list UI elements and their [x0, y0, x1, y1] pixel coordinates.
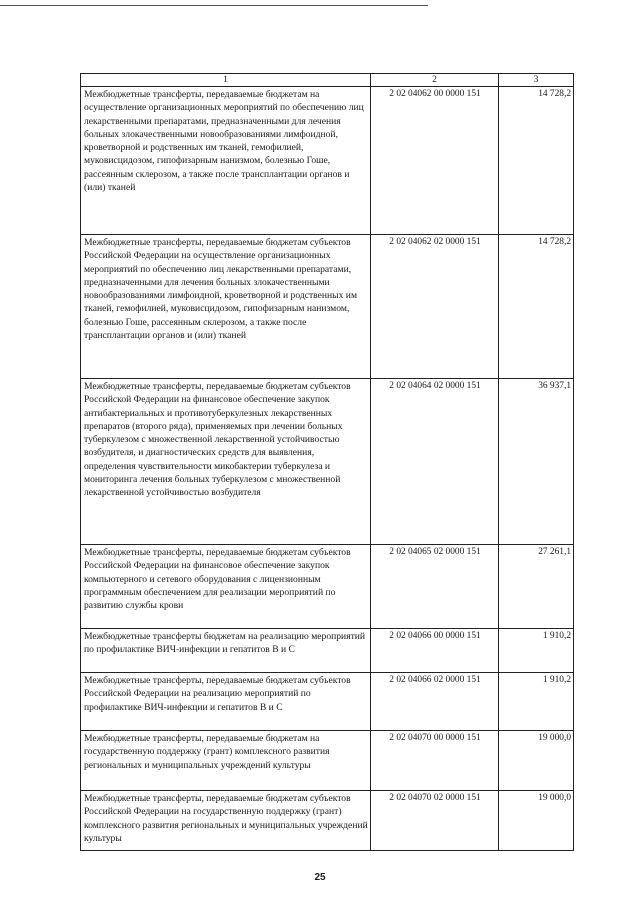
- row-amount: 14 728,2: [499, 87, 574, 235]
- row-name: Межбюджетные трансферты бюджетам на реализацию мероприятий по профилактике ВИЧ-инфекции и гепатитов В и С: [81, 629, 371, 673]
- table-row: [81, 629, 574, 673]
- column-header-2: 2: [371, 74, 499, 87]
- row-name: Межбюджетные трансферты, передаваемые бюджетам субъектов Российской Федерации на финансовое обеспечение закупок компьютерного и сетевого оборудования с лицензионным программным обеспечением для реализации мероприятий по развитию службы крови: [81, 545, 371, 629]
- row-name: Межбюджетные трансферты, передаваемые бюджетам субъектов Российской Федерации на государственную поддержку (грант) комплексного развития региональных и муниципальных учреждений культуры: [81, 791, 371, 851]
- row-amount: 27 261,1: [499, 545, 574, 629]
- row-amount: 19 000,0: [499, 731, 574, 791]
- row-name: Межбюджетные трансферты, передаваемые бюджетам субъектов Российской Федерации на финансовое обеспечение закупок антибактериальных и противотуберкулезных лекарственных препаратов (второго ряда), применяемых при лечении больных туберкулезом с множественной лекарственной устойчивостью возбудителя, и диагностических средств для выявления, определения чувствительности микобактерии туберкулеза и мониторинга лечения больных туберкулезом с множественной лекарственной устойчивостью возбудителя: [81, 379, 371, 545]
- row-amount: 19 000,0: [499, 791, 574, 851]
- table-row: [81, 731, 574, 791]
- row-code: 2 02 04062 00 0000 151: [371, 87, 499, 235]
- row-name: Межбюджетные трансферты, передаваемые бюджетам на государственную поддержку (грант) комплексного развития региональных и муниципальных учреждений культуры: [81, 731, 371, 791]
- page-number: 25: [314, 872, 326, 883]
- table-row: [81, 87, 574, 235]
- top-rule: [0, 5, 428, 6]
- table-row: [81, 379, 574, 545]
- row-code: 2 02 04070 02 0000 151: [371, 791, 499, 851]
- row-amount: 1 910,2: [499, 629, 574, 673]
- row-amount: 36 937,1: [499, 379, 574, 545]
- row-code: 2 02 04066 00 0000 151: [371, 629, 499, 673]
- row-code: 2 02 04070 00 0000 151: [371, 731, 499, 791]
- row-name: Межбюджетные трансферты, передаваемые бюджетам на осуществление организационных мероприятий по обеспечению лиц лекарственными препаратами, предназначенными для лечения больных злокачественными новообразованиями лимфоидной, кроветворной и родственных им тканей, гемофилией, муковисцидозом, гипофизарным нанизмом, болезнью Гоше, рассеянным склерозом, а также после трансплантации органов и (или) тканей: [81, 87, 371, 235]
- column-header-3: 3: [499, 74, 574, 87]
- header-row: [81, 74, 574, 87]
- column-header-1: 1: [81, 74, 371, 87]
- row-name: Межбюджетные трансферты, передаваемые бюджетам субъектов Российской Федерации на осуществление организационных мероприятий по обеспечению лиц лекарственными препаратами, предназначенными для лечения больных злокачественными новообразованиями лимфоидной, кроветворной и родственных им тканей, гемофилией, муковисцидозом, гипофизарным нанизмом, болезнью Гоше, рассеянным склерозом, а также после трансплантации органов и (или) тканей: [81, 235, 371, 379]
- table-row: [81, 673, 574, 731]
- budget-table: [80, 73, 574, 851]
- table-row: [81, 791, 574, 851]
- row-code: 2 02 04062 02 0000 151: [371, 235, 499, 379]
- row-code: 2 02 04066 02 0000 151: [371, 673, 499, 731]
- table-row: [81, 235, 574, 379]
- row-code: 2 02 04065 02 0000 151: [371, 545, 499, 629]
- table-row: [81, 545, 574, 629]
- row-code: 2 02 04064 02 0000 151: [371, 379, 499, 545]
- row-amount: 14 728,2: [499, 235, 574, 379]
- row-name: Межбюджетные трансферты, передаваемые бюджетам субъектов Российской Федерации на реализацию мероприятий по профилактике ВИЧ-инфекции и гепатитов В и С: [81, 673, 371, 731]
- row-amount: 1 910,2: [499, 673, 574, 731]
